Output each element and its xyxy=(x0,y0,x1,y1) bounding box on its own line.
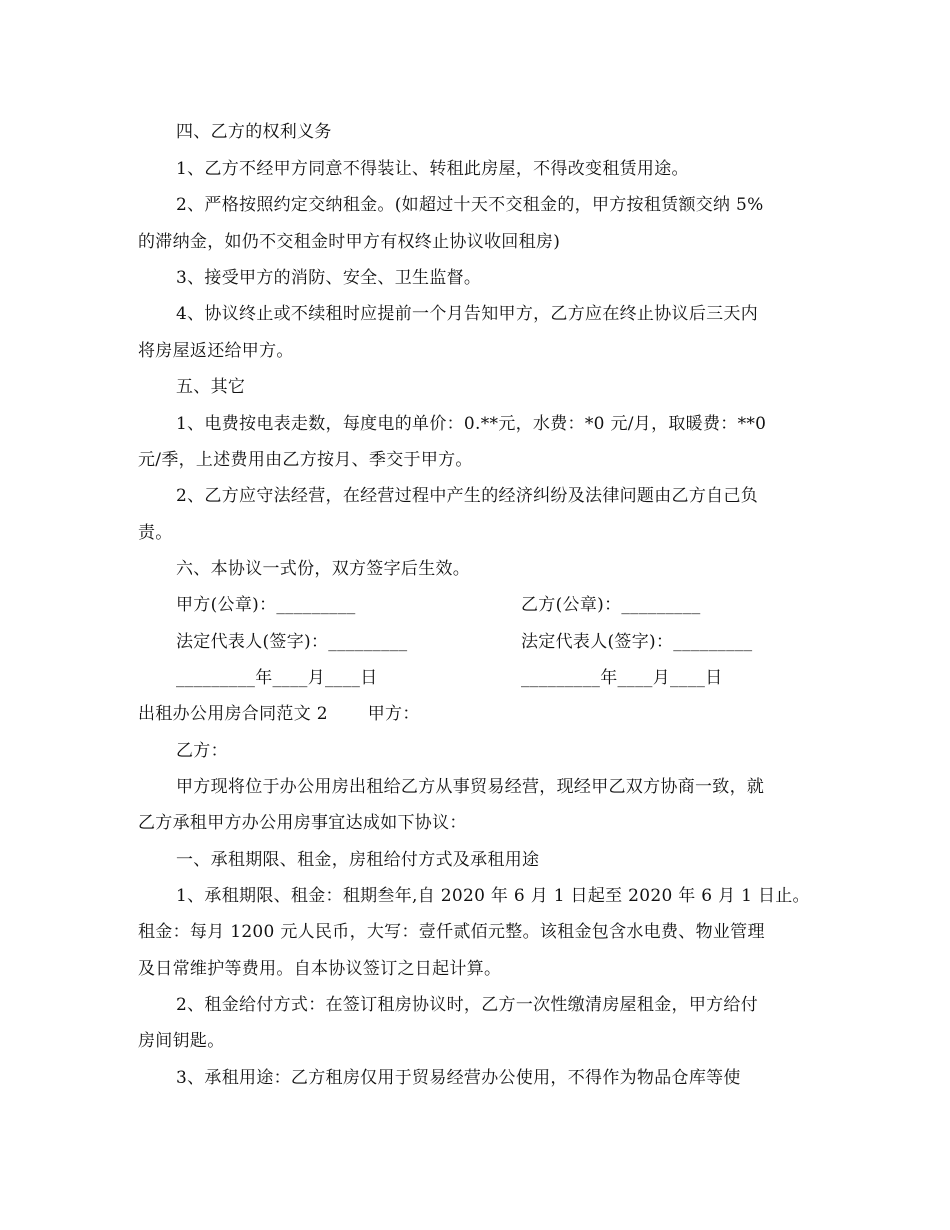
section5-item2-line2: 责。 xyxy=(138,523,173,543)
contract2-item1-line2: 租金：每月 1200 元人民币，大写：壹仟贰佰元整。该租金包含水电费、物业管理 xyxy=(138,922,765,942)
contract2-item2-line2: 房间钥匙。 xyxy=(138,1031,225,1051)
section4-item2-line2: 的滞纳金，如仍不交租金时甲方有权终止协议收回租房) xyxy=(138,232,561,252)
party-b-representative: 法定代表人(签字)：_________ xyxy=(521,632,753,652)
contract2-item3-line1: 3、承租用途：乙方租房仅用于贸易经营办公使用，不得作为物品仓库等使 xyxy=(176,1068,741,1088)
contract2-item1-line1: 1、承租期限、租金：租期叁年,自 2020 年 6 月 1 日起至 2020 年 6 月 1 日止。 xyxy=(176,886,810,906)
party-b-seal: 乙方(公章)：_________ xyxy=(521,595,701,615)
contract2-intro-line2: 乙方承租甲方办公用房事宜达成如下协议： xyxy=(138,813,467,833)
section5-heading: 五、其它 xyxy=(176,377,246,397)
section5-item1-line2: 元/季，上述费用由乙方按月、季交于甲方。 xyxy=(138,450,473,470)
party-a-date: _________年____月____日 xyxy=(176,668,378,688)
section4-heading: 四、乙方的权利义务 xyxy=(176,122,332,142)
contract2-intro-line1: 甲方现将位于办公用房出租给乙方从事贸易经营，现经甲乙双方协商一致，就 xyxy=(176,777,765,797)
contract2-title: 出租办公用房合同范文 2 甲方： xyxy=(138,704,420,724)
party-a-seal: 甲方(公章)：_________ xyxy=(176,595,356,615)
contract2-item2-line1: 2、租金给付方式：在签订租房协议时，乙方一次性缴清房屋租金，甲方给付 xyxy=(176,995,759,1015)
section5-item1-line1: 1、电费按电表走数，每度电的单价：0.**元，水费：*0 元/月，取暖费：**0 xyxy=(176,414,767,434)
contract2-section1-heading: 一、承租期限、租金，房租给付方式及承租用途 xyxy=(176,850,540,870)
section6-heading: 六、本协议一式份，双方签字后生效。 xyxy=(176,559,471,579)
contract2-item1-line3: 及日常维护等费用。自本协议签订之日起计算。 xyxy=(138,959,502,979)
section4-item2-line1: 2、严格按照约定交纳租金。(如超过十天不交租金的，甲方按租赁额交纳 5% xyxy=(176,195,764,215)
section4-item3: 3、接受甲方的消防、安全、卫生监督。 xyxy=(176,268,482,288)
party-b-date: _________年____月____日 xyxy=(521,668,723,688)
section4-item4-line1: 4、协议终止或不续租时应提前一个月告知甲方，乙方应在终止协议后三天内 xyxy=(176,304,759,324)
party-a-representative: 法定代表人(签字)：_________ xyxy=(176,632,408,652)
section4-item1: 1、乙方不经甲方同意不得装让、转租此房屋，不得改变租赁用途。 xyxy=(176,159,689,179)
section5-item2-line1: 2、乙方应守法经营，在经营过程中产生的经济纠纷及法律问题由乙方自己负 xyxy=(176,486,759,506)
section4-item4-line2: 将房屋返还给甲方。 xyxy=(138,341,294,361)
contract2-party-b: 乙方： xyxy=(176,741,228,761)
